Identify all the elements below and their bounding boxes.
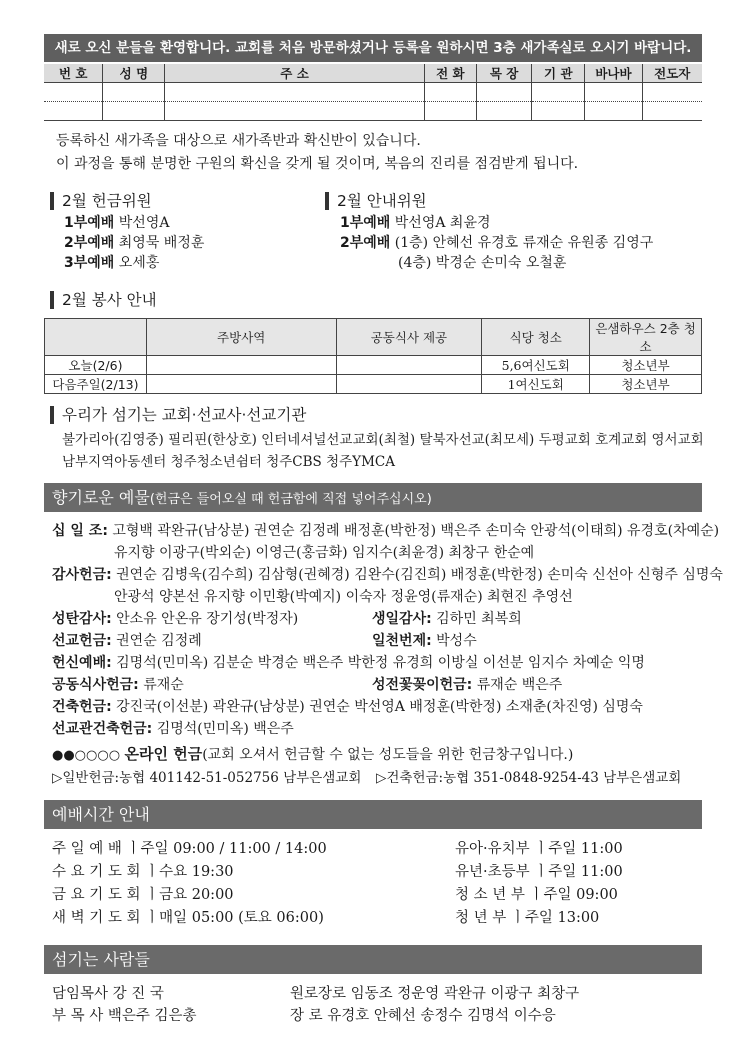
registration-blank-row[interactable] [44,83,702,102]
senior-pastor: 담임목사 강 진 국 [52,986,164,1002]
newcomer-note-2: 이 과정을 통해 분명한 구원의 확신을 갖게 될 것이며, 복음의 진리를 점검받게 됩니다. [56,156,579,172]
table-row: 오늘(2/6) 5,6여신도회 청소년부 [45,356,702,375]
tithe-line-1: 십 일 조: 고형백 곽완규(남상분) 권연순 김정례 배정훈(박한정) 백은주 손미숙 안광석(이태희) 유경호(차예순) [52,523,720,539]
dept-time-row: 청 년 부 ㅣ주일 13:00 [455,910,600,926]
missions-heading: 우리가 섬기는 교회·선교사·선교기관 [50,406,306,424]
online-general-account: ▷일반헌금:농협 401142-51-052756 남부은샘교회 [52,770,362,786]
birthday-offering: 생일감사: 김하민 최복희 [372,611,522,627]
staff-section-bar: 섬기는 사람들 [44,945,702,974]
christmas-offering: 성탄감사: 안소유 안온유 장기성(박정자) [52,611,299,627]
newcomer-note-1: 등록하신 새가족을 대상으로 새가족반과 확신반이 있습니다. [56,133,421,149]
dept-time-row: 유년·초등부 ㅣ주일 11:00 [455,864,623,880]
tithe-line-2: 유지향 이광구(박외순) 이영근(홍금화) 임지수(최윤경) 최창구 한순예 [114,545,535,561]
mission-offering: 선교헌금: 권연순 김정례 [52,633,202,649]
usher-committee-row-1: 1부예배 박선영A 최윤경 [340,215,491,231]
offerings-section-bar [44,483,702,512]
usher-committee-row-3: (4층) 박경순 손미숙 오철훈 [398,255,567,271]
missions-line-2: 남부지역아동센터 청주청소년쉼터 청주CBS 청주YMCA [62,454,395,470]
building-offering: 건축헌금: 강진국(이선분) 곽완규(남상분) 권연순 박선영A 배정훈(박한정) 소재춘(차진영) 심명숙 [52,699,643,715]
elders: 장 로 유경호 안혜선 송정수 김명석 이수응 [290,1008,556,1024]
header-kitchen: 주방사역 [146,319,336,356]
dept-time-row: 유아·유치부 ㅣ주일 11:00 [455,841,623,857]
bullet-dots-icon: ●●○○○○ [52,748,121,763]
col-address: 주 소 [165,64,424,83]
online-offering-heading: ●●○○○○ 온라인 헌금(교회 오셔서 헌금할 수 없는 성도들을 위한 헌금창구입니다.) [52,745,574,763]
col-cell: 목 장 [476,64,531,83]
offering-committee-row-1: 1부예배 박선영A [64,215,170,231]
devotion-offering: 헌신예배: 김명석(민미옥) 김분순 박경순 백은주 박한정 유경희 이방실 이선분 임지수 차예순 익명 [52,655,645,671]
worship-time-row: 새 벽 기 도 회 ㅣ매일 05:00 (토요 06:00) [52,910,324,926]
associate-pastors: 부 목 사 백은주 김은총 [52,1008,197,1024]
usher-committee-heading: 2월 안내위원 [325,192,427,210]
header-cafeteria: 식당 청소 [482,319,590,356]
offerings-title: 향기로운 예물 [52,488,150,507]
online-building-account: ▷건축헌금:농협 351-0848-9254-43 남부은샘교회 [376,770,682,786]
offerings-subtitle: (헌금은 들어오실 때 헌금함에 직접 넣어주십시오) [149,492,432,507]
registration-header-row [44,64,702,83]
mission-building-offering: 선교관건축헌금: 김명석(민미옥) 백은주 [52,721,294,737]
header-house: 은샘하우스 2층 청소 [590,319,702,356]
worship-time-row: 수 요 기 도 회 ㅣ수요 19:30 [52,864,234,880]
dept-time-row: 청 소 년 부 ㅣ주일 09:00 [455,887,618,903]
thanks-line-2: 안광석 양본선 유지향 이민황(박예지) 이숙자 정윤영(류재순) 최현진 추영선 [114,589,573,605]
table-row: 다음주일(2/13) 1여신도회 청소년부 [45,375,702,394]
col-evangelist: 전도자 [642,64,702,83]
missions-line-1: 불가리아(김영중) 필리핀(한상호) 인터네셔널선교교회(최철) 탈북자선교(최모세) 두평교회 호계교회 영서교회 [62,432,704,448]
service-guide-table [44,318,702,394]
thanks-line-1: 감사헌금: 권연순 김병욱(김수희) 김삼형(권혜경) 김완수(김진희) 배정훈(박한정) 손미숙 신선아 신형주 심명숙 [52,567,723,583]
usher-committee-row-2: 2부예배 (1층) 안혜선 유경호 류재순 유원종 김영구 [340,235,654,251]
altar-flower-offering: 성전꽃꽂이헌금: 류재순 백은주 [372,677,563,693]
col-phone: 전 화 [424,64,476,83]
service-guide-header-row [45,319,702,356]
thousand-offering: 일천번제: 박성수 [372,633,477,649]
col-barnabas: 바나바 [585,64,642,83]
offering-committee-row-3: 3부예배 오세홍 [64,255,160,271]
emeritus-elders: 원로장로 임동조 정운영 곽완규 이광구 최창구 [290,986,580,1002]
col-number: 번 호 [44,64,103,83]
worship-times-section-bar: 예배시간 안내 [44,800,702,829]
welcome-banner: 새로 오신 분들을 환영합니다. 교회를 처음 방문하셨거나 등록을 원하시면 3층 새가족실로 오시기 바랍니다. [44,34,702,62]
offering-committee-row-2: 2부예배 최영묵 배정훈 [64,235,205,251]
col-org: 기 관 [532,64,585,83]
header-meal: 공동식사 제공 [336,319,482,356]
worship-time-row: 주 일 예 배 ㅣ주일 09:00 / 11:00 / 14:00 [52,841,327,857]
offering-committee-heading: 2월 헌금위원 [50,192,152,210]
service-guide-heading: 2월 봉사 안내 [50,291,157,309]
col-name: 성 명 [103,64,165,83]
registration-table [44,64,702,121]
meal-offering: 공동식사헌금: 류재순 [52,677,184,693]
worship-time-row: 금 요 기 도 회 ㅣ금요 20:00 [52,887,234,903]
registration-blank-row[interactable] [44,102,702,121]
